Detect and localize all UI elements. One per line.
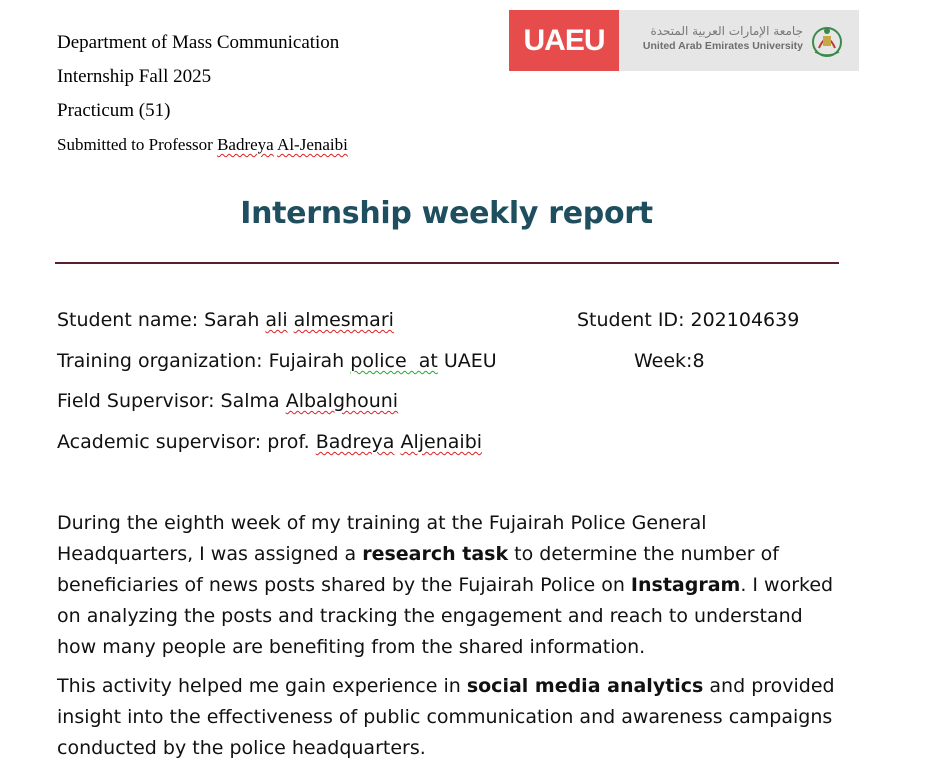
paragraph-1-line-2 xyxy=(57,539,847,570)
report-title: Internship weekly report xyxy=(240,196,653,231)
academic-supervisor-field xyxy=(57,430,482,454)
social-media-analytics-emphasis: social media analytics xyxy=(466,675,704,697)
submitted-to-line xyxy=(57,128,348,162)
instagram-emphasis: Instagram xyxy=(630,574,741,596)
report-paragraph-2 xyxy=(57,671,847,764)
student-name-field xyxy=(57,308,394,332)
title-divider xyxy=(55,262,839,264)
field-supervisor-label: Field Supervisor: Salma xyxy=(57,390,286,412)
student-name-last: almesmari xyxy=(293,309,394,331)
practicum-line: Practicum (51) xyxy=(57,100,171,121)
organization-label: Training organization: Fujairah xyxy=(57,350,351,372)
student-name-label: Student name: Sarah xyxy=(57,309,266,331)
training-organization-field xyxy=(57,349,497,373)
academic-supervisor-last-name: Aljenaibi xyxy=(400,431,483,453)
student-id-field: Student ID: 202104639 xyxy=(577,309,800,331)
department-line: Department of Mass Communication xyxy=(57,32,340,53)
logo-wordmark-panel xyxy=(619,10,859,71)
paragraph-2-line-3: conducted by the police headquarters. xyxy=(57,737,426,759)
paragraph-2-line-2: insight into the effectiveness of public communication and awareness campaigns xyxy=(57,706,833,728)
report-paragraph-1 xyxy=(57,508,847,663)
paragraph-1-line-5: how many people are benefiting from the shared information. xyxy=(57,636,646,658)
internship-term-line: Internship Fall 2025 xyxy=(57,66,212,87)
logo-english-name: United Arab Emirates University xyxy=(642,40,803,52)
organization-rest: UAEU xyxy=(437,350,497,372)
week-field: Week:8 xyxy=(634,350,705,372)
uaeu-logo xyxy=(509,10,859,71)
academic-supervisor-label: Academic supervisor: prof. xyxy=(57,431,316,453)
p1-l2-text-c: to determine the number of xyxy=(508,543,779,565)
logo-wordmark xyxy=(643,23,803,53)
organization-flagged-words: police at xyxy=(350,350,438,372)
document-header xyxy=(57,26,348,162)
academic-supervisor-first-name: Badreya xyxy=(315,431,395,453)
field-supervisor-surname: Albalghouni xyxy=(285,390,399,412)
uaeu-emblem-icon xyxy=(809,22,845,60)
submitted-prefix: Submitted to Professor xyxy=(57,135,218,154)
logo-arabic-name: جامعة الإمارات العربية المتحدة xyxy=(650,24,803,38)
p1-l3-text-c: . I worked xyxy=(740,574,834,596)
p2-l1-text-a: This activity helped me gain experience in xyxy=(57,675,467,697)
p2-l1-text-c: and provided xyxy=(703,675,835,697)
paragraph-2-line-1 xyxy=(57,671,847,702)
research-task-emphasis: research task xyxy=(362,543,509,565)
professor-first-name: Badreya xyxy=(217,135,274,154)
paragraph-1-line-3 xyxy=(57,570,847,601)
p1-l2-text-a: Headquarters, I was assigned a xyxy=(57,543,363,565)
p1-l3-text-a: beneficiaries of news posts shared by the Fujairah Police on xyxy=(57,574,631,596)
field-supervisor-field xyxy=(57,389,398,413)
student-name-middle: ali xyxy=(265,309,288,331)
paragraph-1-line-4: on analyzing the posts and tracking the engagement and reach to understand xyxy=(57,605,803,627)
professor-last-name: Al-Jenaibi xyxy=(277,135,348,154)
logo-mark: UAEU xyxy=(509,10,619,71)
paragraph-1-line-1: During the eighth week of my training at the Fujairah Police General xyxy=(57,512,707,534)
